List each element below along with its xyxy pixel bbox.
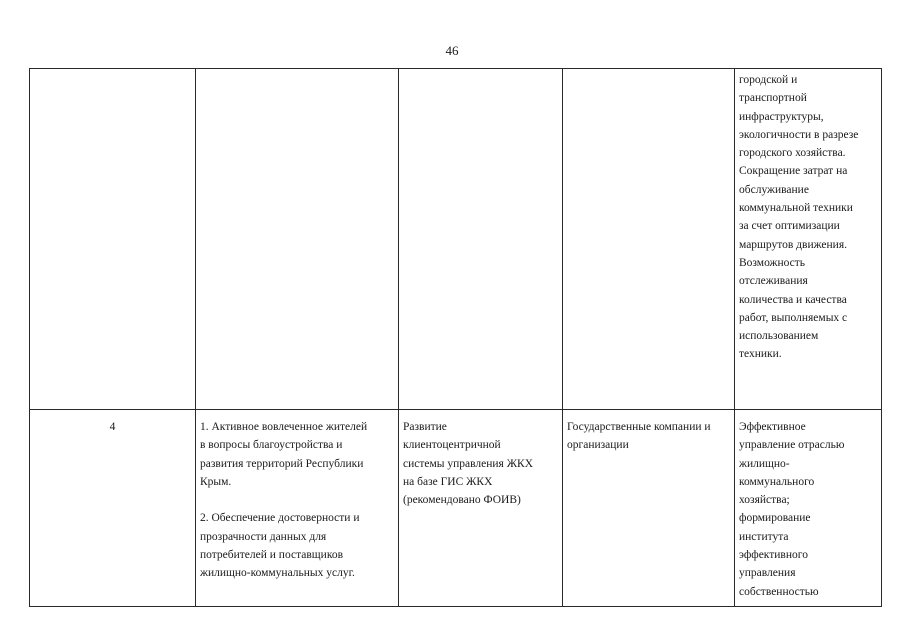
- cell-project: [399, 69, 563, 410]
- page-number: 46: [445, 43, 459, 58]
- cell-number: [30, 69, 196, 410]
- document-table: [29, 68, 882, 607]
- cell-effects: городской и транспортной инфраструктуры, экологичности в разрезе городского хозяйства. Сокращение затрат на обслуживание коммунальной техники за счет оптимизации маршрутов движения. Возможность отслеживания количества и качества работ, выполняемых с использованием техники.: [735, 69, 882, 410]
- table-row: [30, 69, 882, 410]
- cell-participants: Государственные компании и организации: [563, 410, 735, 607]
- cell-goals: 1. Активное вовлеченное жителей в вопросы благоустройства и развития территорий Республики Крым. 2. Обеспечение достоверности и прозрачности данных для потребителей и поставщиков жилищно-коммунальных услуг.: [196, 410, 399, 607]
- cell-number: 4: [30, 410, 196, 607]
- cell-effects: Эффективное управление отраслью жилищно- коммунального хозяйства; формирование института эффективного управления собственностью: [735, 410, 882, 607]
- cell-participants: [563, 69, 735, 410]
- cell-project: Развитие клиентоцентричной системы управления ЖКХ на базе ГИС ЖКХ (рекомендовано ФОИВ): [399, 410, 563, 607]
- table-row: [30, 410, 882, 607]
- cell-goals: [196, 69, 399, 410]
